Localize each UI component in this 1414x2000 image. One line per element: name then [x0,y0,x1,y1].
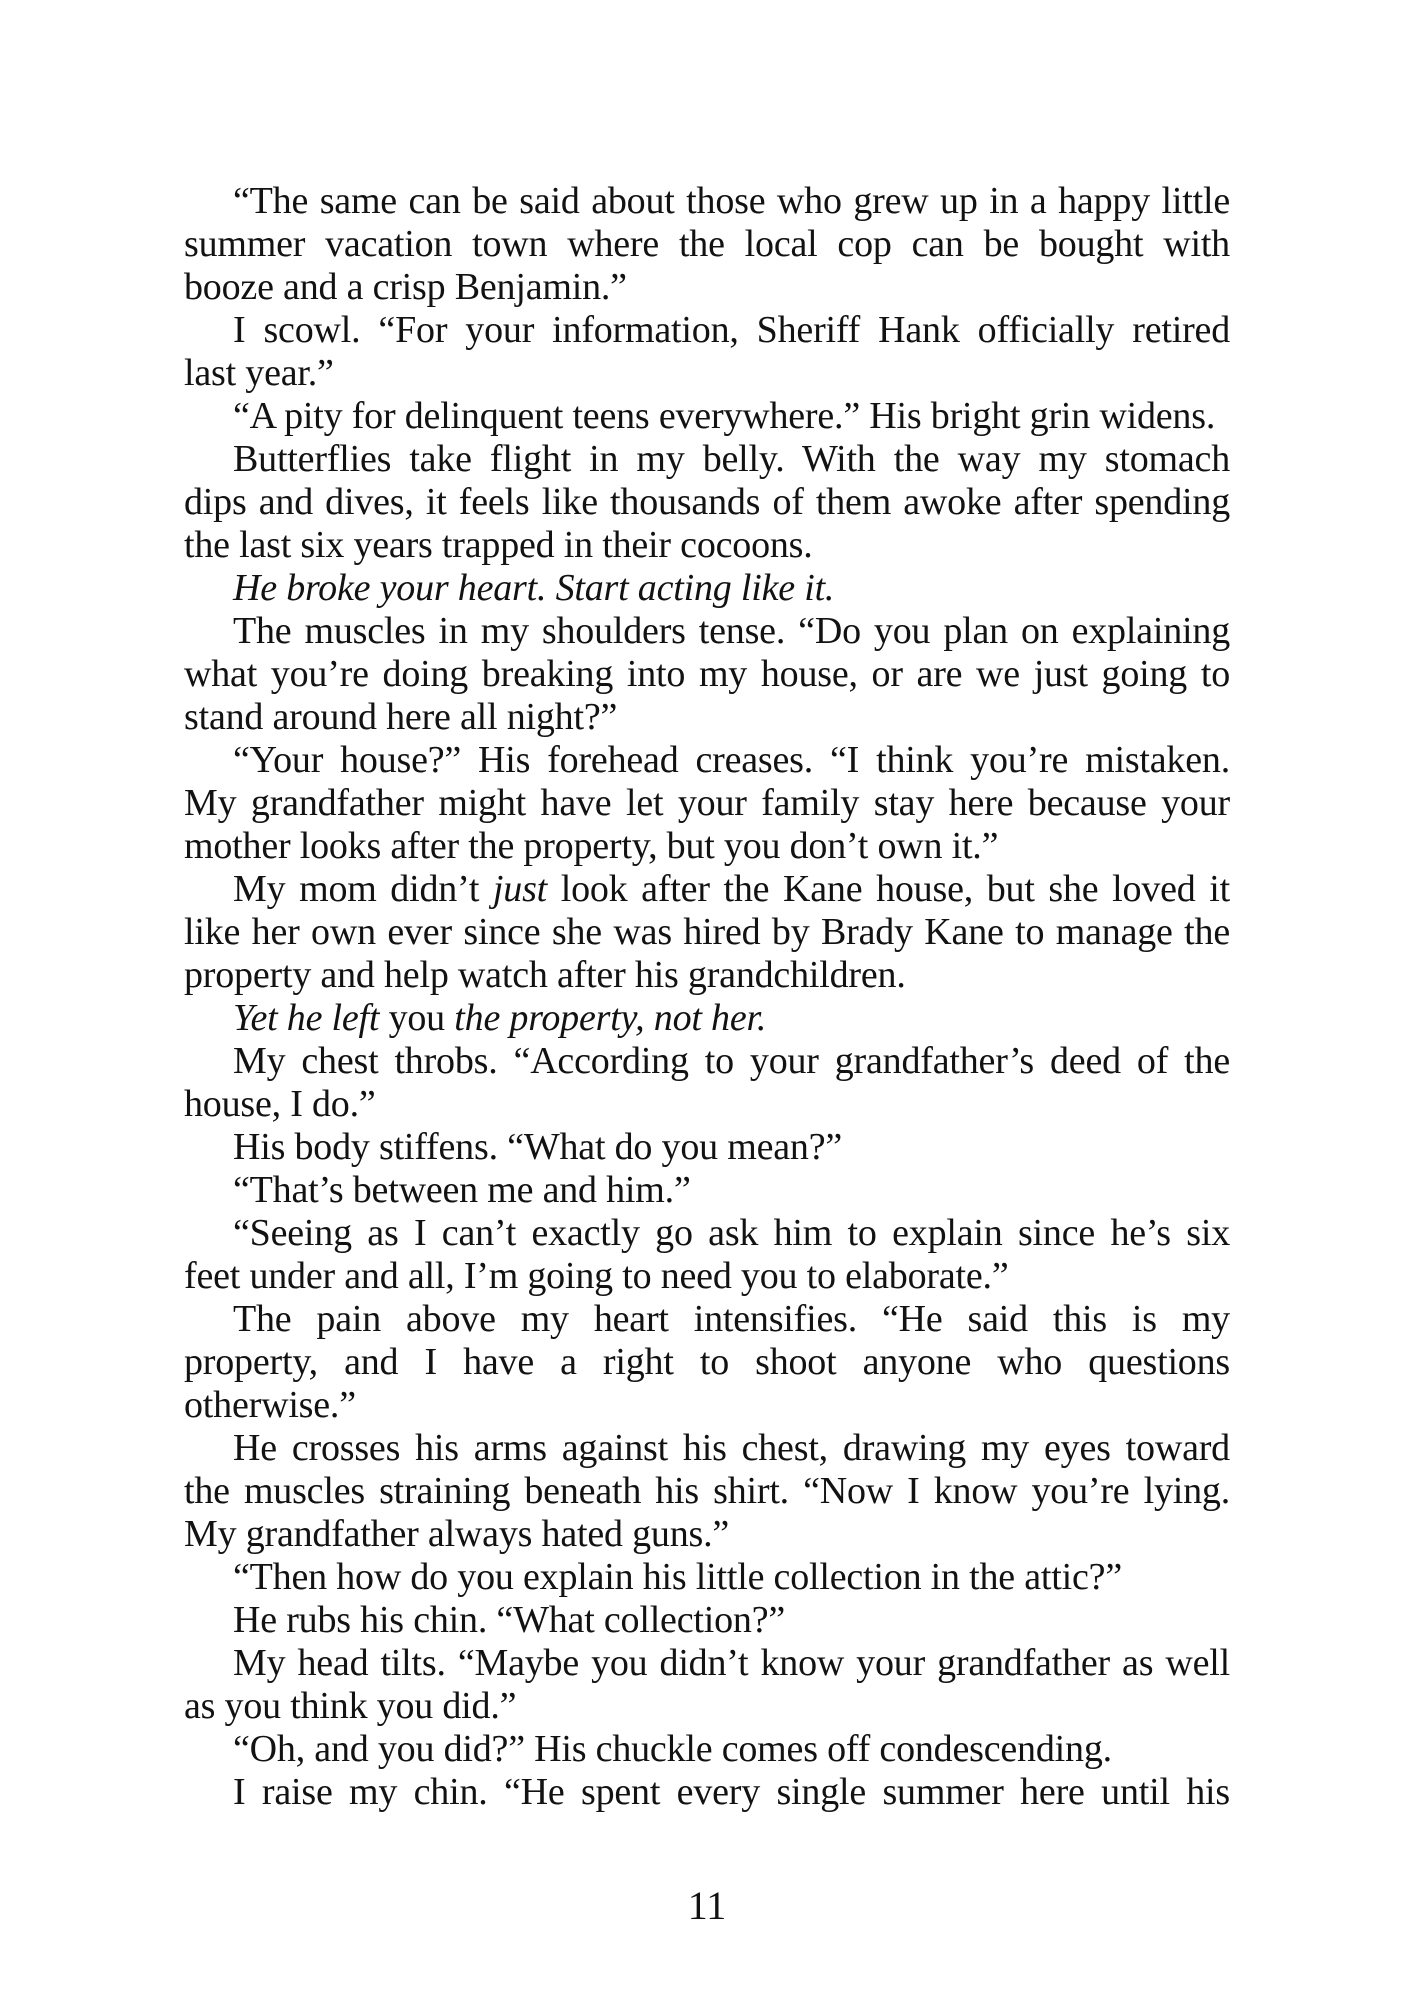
paragraph [184,610,1230,739]
text-segment: look after the Kane house, but she loved it [547,868,1230,910]
text-line [184,223,1230,266]
text-line [184,1771,1230,1814]
text-segment: the muscles straining beneath his shirt. “Now I know you’re lying. [184,1470,1230,1512]
text-line [184,825,1230,868]
page-text [184,180,1230,1814]
text-segment: The muscles in my shoulders tense. “Do you plan on explaining [233,610,1230,652]
text-line [184,1212,1230,1255]
text-segment: you [388,997,455,1039]
text-segment: booze and a crisp Benjamin.” [184,266,627,308]
paragraph [184,180,1230,309]
text-segment: “Seeing as I can’t exactly go ask him to explain since he’s six [233,1212,1230,1254]
text-segment: “A pity for delinquent teens everywhere.” His bright grin widens. [233,395,1216,437]
text-line [184,1513,1230,1556]
text-segment: I scowl. “For your information, Sheriff Hank officially retired [233,309,1230,351]
text-line [184,1040,1230,1083]
text-segment: He rubs his chin. “What collection?” [233,1599,786,1641]
text-segment: “Oh, and you did?” His chuckle comes off condescending. [233,1728,1112,1770]
text-segment: dips and dives, it feels like thousands of them awoke after spending [184,481,1230,523]
text-segment: as you think you did.” [184,1685,517,1727]
text-segment: “That’s between me and him.” [233,1169,691,1211]
text-segment: stand around here all night?” [184,696,618,738]
paragraph [184,438,1230,567]
text-segment: “Your house?” His forehead creases. “I think you’re mistaken. [233,739,1230,781]
paragraph [184,1040,1230,1126]
text-segment: feet under and all, I’m going to need you to elaborate.” [184,1255,1009,1297]
paragraph [184,395,1230,438]
page-number: 11 [687,1883,727,1928]
text-segment: property, and I have a right to shoot anyone who questions [184,1341,1230,1383]
text-segment: My mom didn’t [233,868,493,910]
text-segment: otherwise.” [184,1384,356,1426]
paragraph [184,1212,1230,1298]
paragraph [184,1556,1230,1599]
text-line [184,1470,1230,1513]
text-segment: the last six years trapped in their cocoons. [184,524,813,566]
text-line [184,438,1230,481]
text-segment: mother looks after the property, but you don’t own it.” [184,825,999,867]
text-line [184,481,1230,524]
text-line [184,395,1230,438]
text-line [184,954,1230,997]
text-line [184,266,1230,309]
text-line [184,524,1230,567]
text-segment: His body stiffens. “What do you mean?” [233,1126,843,1168]
text-line [184,567,1230,610]
text-line [184,911,1230,954]
paragraph [184,309,1230,395]
text-line [184,610,1230,653]
italic-text-segment: the property, not her. [454,997,767,1039]
paragraph [184,868,1230,997]
text-segment: My head tilts. “Maybe you didn’t know your grandfather as well [233,1642,1230,1684]
text-line [184,352,1230,395]
paragraph [184,1771,1230,1814]
text-line [184,653,1230,696]
italic-text-segment: He broke your heart. Start acting like it. [233,567,835,609]
text-segment: “Then how do you explain his little collection in the attic?” [233,1556,1122,1598]
paragraph [184,1427,1230,1556]
text-segment: He crosses his arms against his chest, drawing my eyes toward [233,1427,1230,1469]
text-segment: like her own ever since she was hired by Brady Kane to manage the [184,911,1230,953]
text-line [184,1083,1230,1126]
text-line [184,180,1230,223]
text-segment: house, I do.” [184,1083,376,1125]
italic-text-segment: Yet he left [233,997,389,1039]
text-line [184,1728,1230,1771]
text-line [184,309,1230,352]
text-line [184,1255,1230,1298]
text-line [184,1298,1230,1341]
text-segment: Butterflies take flight in my belly. With the way my stomach [233,438,1230,480]
text-line [184,739,1230,782]
text-segment: The pain above my heart intensifies. “He said this is my [233,1298,1230,1340]
text-line [184,1599,1230,1642]
paragraph [184,1126,1230,1169]
paragraph [184,997,1230,1040]
paragraph [184,1298,1230,1427]
text-line [184,1384,1230,1427]
text-line [184,1642,1230,1685]
text-line [184,868,1230,911]
text-line [184,1126,1230,1169]
text-segment: what you’re doing breaking into my house, or are we just going to [184,653,1230,695]
text-line [184,1341,1230,1384]
text-segment: I raise my chin. “He spent every single summer here until his [233,1771,1230,1813]
paragraph [184,1728,1230,1771]
text-line [184,696,1230,739]
paragraph [184,567,1230,610]
paragraph [184,1642,1230,1728]
text-line [184,1556,1230,1599]
text-line [184,1169,1230,1212]
paragraph [184,1599,1230,1642]
text-segment: “The same can be said about those who grew up in a happy little [233,180,1230,222]
paragraph [184,739,1230,868]
text-segment: last year.” [184,352,334,394]
text-line [184,1685,1230,1728]
italic-text-segment: just [492,868,548,910]
text-segment: My grandfather always hated guns.” [184,1513,730,1555]
text-line [184,1427,1230,1470]
text-segment: summer vacation town where the local cop can be bought with [184,223,1230,265]
text-segment: My grandfather might have let your family stay here because your [184,782,1230,824]
text-line [184,997,1230,1040]
text-line [184,782,1230,825]
paragraph [184,1169,1230,1212]
text-segment: property and help watch after his grandchildren. [184,954,906,996]
text-segment: My chest throbs. “According to your grandfather’s deed of the [233,1040,1230,1082]
